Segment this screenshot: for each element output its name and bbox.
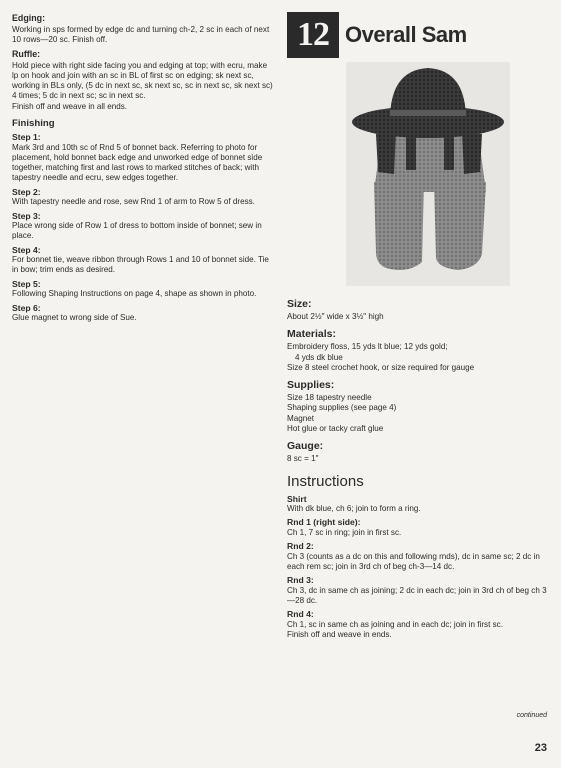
- step2-heading: Step 2:: [12, 186, 41, 197]
- step1-heading: Step 1:: [12, 132, 41, 143]
- edging-text: Working in sps formed by edge dc and turning ch-2, 2 sc in each of next 10 rows—20 sc. Finish off.: [12, 25, 270, 45]
- shirt-text: With dk blue, ch 6; join to form a ring.: [287, 504, 421, 514]
- overall-sam-photo: [346, 62, 510, 286]
- rnd4-text: Ch 1, sc in same ch as joining and in each dc; join in first sc.: [287, 619, 503, 629]
- materials-line-2: 4 yds dk blue: [295, 352, 343, 362]
- gauge-heading: Gauge:: [287, 440, 324, 453]
- materials-heading: Materials:: [287, 328, 337, 341]
- rnd2-text: Ch 3 (counts as a dc on this and following rnds), dc in same sc; 2 dc in each rem sc; join in 3rd ch of beg ch-3—14 dc.: [287, 551, 540, 572]
- crochet-figure-illustration: [346, 62, 510, 286]
- supplies-heading: Supplies:: [287, 379, 335, 392]
- step3-text: Place wrong side of Row 1 of dress to bottom inside of bonnet; sew in place.: [12, 221, 262, 241]
- pattern-number-badge: 12: [287, 12, 339, 58]
- size-heading: Size:: [287, 298, 312, 310]
- ruffle-text: Hold piece with right side facing you and edging at top; with ecru, make lp on hook and join with an sc in BL of first sc on edging; sk next sc, working in BLs only, (5 dc in next sc, sk next sc, sc in next sc, sk next sc) 4 times; 5 dc in next sc; sc in next sc.: [12, 60, 273, 101]
- rnd3-text: Ch 3, dc in same ch as joining; 2 dc in each dc; join in 3rd ch of beg ch 3—28 dc.: [287, 585, 547, 606]
- edging-heading: Edging:: [12, 13, 46, 23]
- supplies-line-1: Size 18 tapestry needle: [287, 393, 372, 403]
- materials-line-1: Embroidery floss, 15 yds lt blue; 12 yds gold;: [287, 342, 448, 352]
- ruffle-text-finish: Finish off and weave in all ends.: [12, 101, 128, 111]
- rnd1-text: Ch 1, 7 sc in ring; join in first sc.: [287, 527, 402, 537]
- left-column: [12, 10, 274, 323]
- step5-heading: Step 5:: [12, 278, 41, 289]
- materials-line-3: Size 8 steel crochet hook, or size required for gauge: [287, 362, 475, 372]
- step3-heading: Step 3:: [12, 210, 41, 221]
- supplies-line-2: Shaping supplies (see page 4): [287, 403, 397, 413]
- page-number: 23: [534, 742, 547, 754]
- rnd1-heading: Rnd 1 (right side):: [287, 517, 361, 528]
- rnd2-heading: Rnd 2:: [287, 541, 314, 552]
- step6-heading: Step 6:: [12, 302, 41, 313]
- continued-note: continued: [516, 712, 547, 719]
- instructions-heading: Instructions: [287, 472, 364, 490]
- step4-text: For bonnet tie, weave ribbon through Rows 1 and 10 of bonnet side. Tie in bow; trim ends as desired.: [12, 255, 269, 275]
- ruffle-heading: Ruffle:: [12, 48, 41, 59]
- title-bar: [287, 12, 549, 58]
- rnd3-heading: Rnd 3:: [287, 575, 314, 586]
- supplies-line-3: Magnet: [287, 413, 314, 423]
- shirt-heading: Shirt: [287, 493, 307, 504]
- step4-heading: Step 4:: [12, 244, 41, 255]
- gauge-text: 8 sc = 1": [287, 454, 319, 464]
- right-column: [287, 292, 549, 641]
- finishing-heading: Finishing: [12, 118, 55, 130]
- pattern-title: Overall Sam: [345, 22, 467, 47]
- rnd4-text-finish: Finish off and weave in ends.: [287, 630, 392, 640]
- pattern-header: [287, 12, 549, 58]
- step2-text: With tapestry needle and rose, sew Rnd 1 of arm to Row 5 of dress.: [12, 197, 255, 207]
- step1-text: Mark 3rd and 10th sc of Rnd 5 of bonnet back. Referring to photo for placement, hold bonnet back edge and unworked edge of bonnet side together, matching first and last rows to marked stitches of back; with tapestry needle and ecru, sew edges together.: [12, 142, 263, 183]
- step6-text: Glue magnet to wrong side of Sue.: [12, 313, 137, 323]
- step5-text: Following Shaping Instructions on page 4, shape as shown in photo.: [12, 289, 257, 299]
- size-text: About 2½" wide x 3½" high: [287, 312, 384, 321]
- supplies-line-4: Hot glue or tacky craft glue: [287, 424, 384, 434]
- rnd4-heading: Rnd 4:: [287, 609, 314, 620]
